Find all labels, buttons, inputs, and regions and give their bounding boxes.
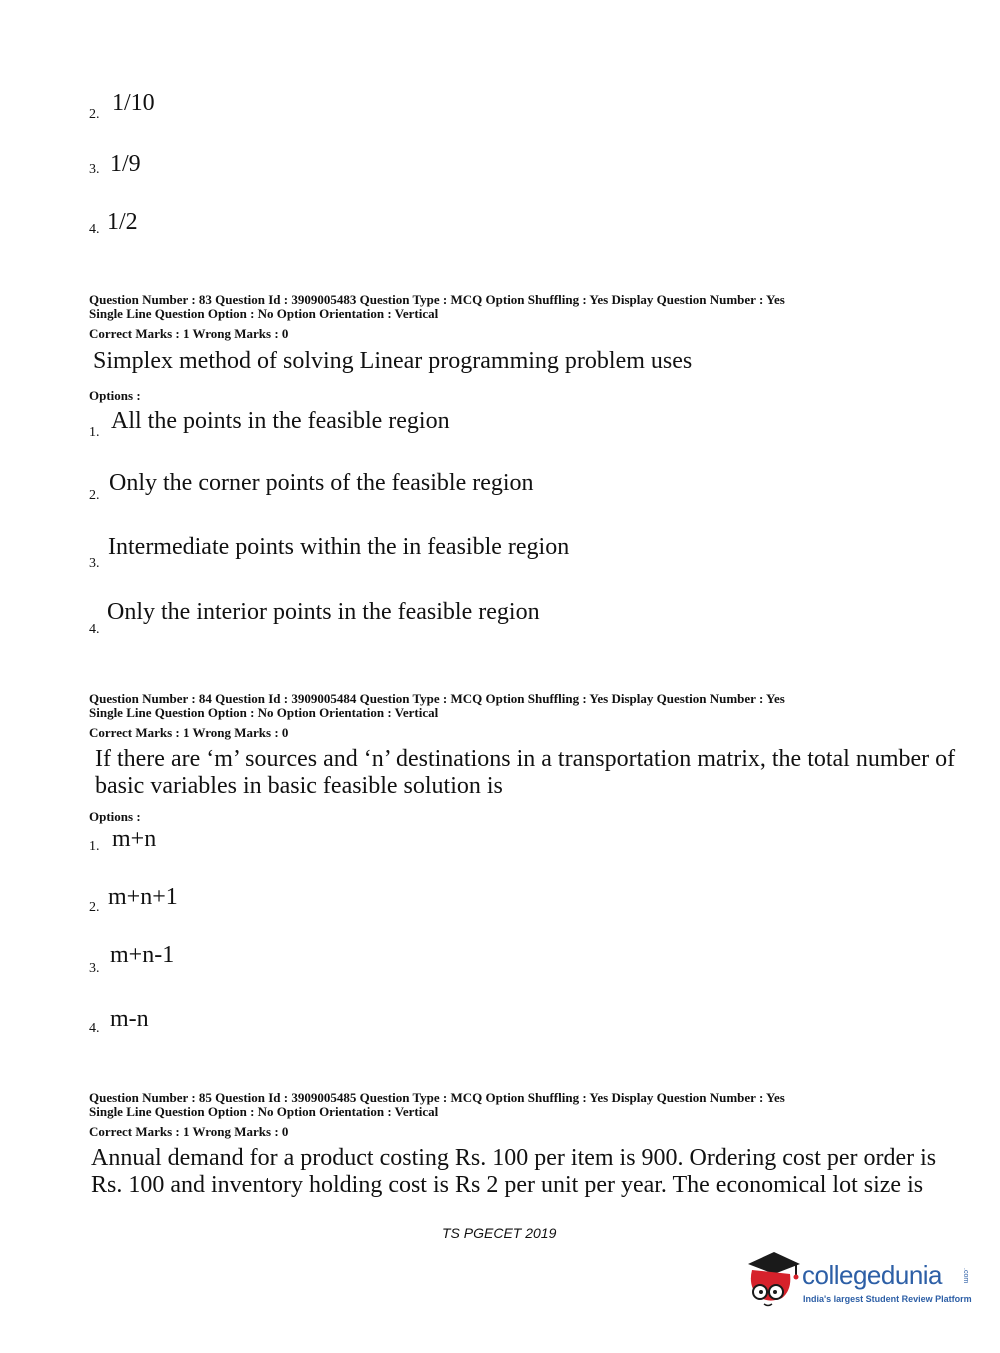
question-marks: Correct Marks : 1 Wrong Marks : 0	[89, 1124, 289, 1139]
option-text: Only the interior points in the feasible region	[107, 599, 540, 625]
logo-name: collegedunia	[802, 1260, 943, 1290]
option-number: 1.	[89, 839, 100, 854]
graduate-mascot-icon	[738, 1246, 802, 1310]
option-text: All the points in the feasible region	[111, 408, 450, 434]
option-number: 3.	[89, 162, 100, 177]
option-text: m+n	[112, 826, 157, 852]
option-number: 2.	[89, 107, 100, 122]
option-number: 2.	[89, 900, 100, 915]
question-meta: Question Number : 85 Question Id : 3909005485 Question Type : MCQ Option Shuffling : Yes Display Question Number : Yes	[89, 1090, 785, 1105]
question-meta: Single Line Question Option : No Option Orientation : Vertical	[89, 705, 439, 720]
option-text: Intermediate points within the in feasible region	[108, 534, 570, 560]
option-number: 1.	[89, 425, 100, 440]
options-label: Options :	[89, 809, 141, 824]
question-meta: Question Number : 83 Question Id : 3909005483 Question Type : MCQ Option Shuffling : Yes Display Question Number : Yes	[89, 292, 785, 307]
option-number: 4.	[89, 622, 100, 637]
option-text: 1/9	[110, 151, 141, 177]
question-text: Simplex method of solving Linear programming problem uses	[93, 348, 693, 374]
question-meta: Single Line Question Option : No Option Orientation : Vertical	[89, 1104, 439, 1119]
option-number: 4.	[89, 222, 100, 237]
question-text: If there are ‘m’ sources and ‘n’ destinations in a transportation matrix, the total number of	[95, 746, 956, 772]
question-marks: Correct Marks : 1 Wrong Marks : 0	[89, 326, 289, 341]
option-text: 1/10	[112, 90, 155, 116]
question-text: Rs. 100 and inventory holding cost is Rs 2 per unit per year. The economical lot size is	[91, 1172, 924, 1198]
options-label: Options :	[89, 388, 141, 403]
question-meta: Question Number : 84 Question Id : 3909005484 Question Type : MCQ Option Shuffling : Yes Display Question Number : Yes	[89, 691, 785, 706]
option-number: 2.	[89, 488, 100, 503]
option-number: 3.	[89, 556, 100, 571]
option-text: m+n-1	[110, 942, 175, 968]
question-text: basic variables in basic feasible solution is	[95, 773, 503, 799]
logo-suffix: .com	[962, 1268, 969, 1284]
option-text: 1/2	[107, 209, 138, 235]
option-number: 3.	[89, 961, 100, 976]
option-number: 4.	[89, 1021, 100, 1036]
option-text: Only the corner points of the feasible region	[109, 470, 534, 496]
question-text: Annual demand for a product costing Rs. 100 per item is 900. Ordering cost per order is	[91, 1145, 937, 1171]
option-text: m+n+1	[108, 884, 178, 910]
logo-tagline: India's largest Student Review Platform	[803, 1294, 972, 1304]
question-meta: Single Line Question Option : No Option Orientation : Vertical	[89, 306, 439, 321]
page-footer: TS PGECET 2019	[442, 1225, 557, 1241]
option-text: m-n	[110, 1006, 149, 1032]
collegedunia-logo[interactable]	[738, 1246, 973, 1310]
question-marks: Correct Marks : 1 Wrong Marks : 0	[89, 725, 289, 740]
